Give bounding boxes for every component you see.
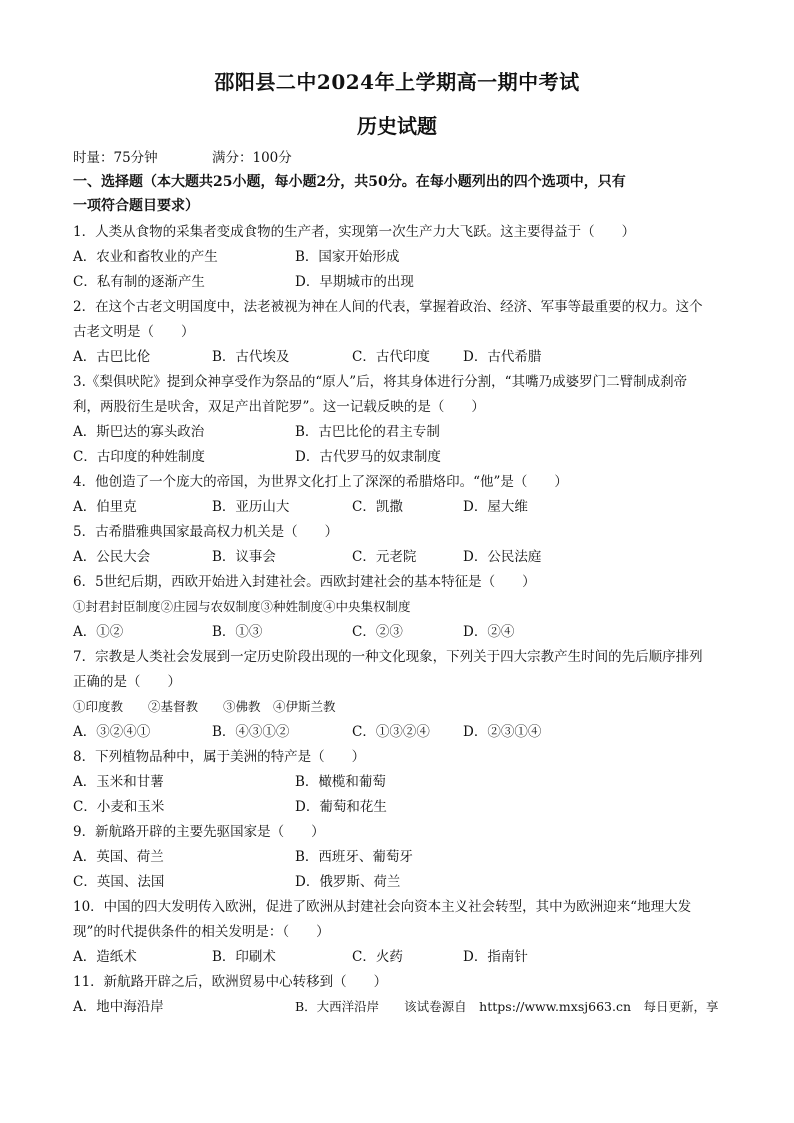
question-2-option-b: B．古代埃及 [212, 349, 290, 365]
question-10-text-line1: 10．中国的四大发明传入欧洲，促进了欧洲从封建社会向资本主义社会转型，其中为欧洲迎来“地理大发 [73, 899, 692, 915]
question-10-option-c: C．火药 [352, 949, 403, 965]
question-10-option-d: D．指南针 [463, 949, 528, 965]
question-2-text-line1: 2．在这个古老文明国度中，法老被视为神在人间的代表，掌握着政治、经济、军事等最重要的权力。这个 [73, 299, 703, 315]
question-5-text: 5．古希腊雅典国家最高权力机关是（ ） [73, 524, 339, 540]
question-3-option-b: B．古巴比伦的君主专制 [295, 424, 440, 440]
question-2-text-line2: 古老文明是（ ） [73, 324, 195, 340]
question-2-option-a: A．古巴比伦 [73, 349, 151, 365]
question-10-text-line2: 现”的时代提供条件的相关发明是：（ ） [73, 924, 330, 940]
question-3-text-line1: 3.《梨俱吠陀》提到众神享受作为祭品的“原人”后，将其身体进行分割，“其嘴乃成婆罗门二臂制成刹帝 [73, 374, 688, 390]
question-7-statements: ①印度教 ②基督教 ③佛教 ④伊斯兰教 [73, 699, 336, 714]
question-10-option-a: A．造纸术 [73, 949, 137, 965]
question-2-option-d: D．古代希腊 [463, 349, 542, 365]
question-5-option-d: D．公民法庭 [463, 549, 542, 565]
question-9-option-a: A．英国、荷兰 [73, 849, 164, 865]
question-7-option-d: D．②③①④ [463, 724, 542, 740]
question-5-option-a: A．公民大会 [73, 549, 151, 565]
question-9-option-b: B．西班牙、葡萄牙 [295, 849, 413, 865]
question-6-text: 6．5世纪后期，西欧开始进入封建社会。西欧封建社会的基本特征是（ ） [73, 574, 536, 590]
question-3-text-line2: 利，两股衍生是吠舍，双足产出首陀罗”。这一记载反映的是（ ） [73, 399, 485, 415]
exam-title: 邵阳县二中2024年上学期高一期中考试 [214, 70, 580, 94]
question-11-option-b: B．大西洋沿岸 该试卷源自 https://www.mxsj663.cn 每日更新，享 [295, 999, 719, 1014]
question-10-option-b: B．印刷术 [212, 949, 276, 965]
question-1-text: 1．人类从食物的采集者变成食物的生产者，实现第一次生产力大飞跃。这主要得益于（ ） [73, 224, 636, 240]
exam-score: 满分：100分 [212, 150, 292, 166]
question-7-text-line2: 正确的是（ ） [73, 674, 181, 690]
question-4-text: 4．他创造了一个庞大的帝国，为世界文化打上了深深的希腊烙印。“他”是（ ） [73, 474, 568, 490]
question-7-option-c: C．①③②④ [352, 724, 430, 740]
question-9-option-c: C．英国、法国 [73, 874, 165, 890]
question-8-text: 8．下列植物品种中，属于美洲的特产是（ ） [73, 749, 366, 765]
question-9-option-d: D．俄罗斯、荷兰 [295, 874, 401, 890]
exam-subject: 历史试题 [357, 114, 437, 138]
question-7-option-a: A．③②④① [73, 724, 151, 740]
question-7-text-line1: 7．宗教是人类社会发展到一定历史阶段出现的一种文化现象，下列关于四大宗教产生时间的先后顺序排列 [73, 649, 703, 665]
question-4-option-b: B．亚历山大 [212, 499, 290, 515]
question-5-option-c: C．元老院 [352, 549, 417, 565]
question-4-option-a: A．伯里克 [73, 499, 137, 515]
question-1-option-b: B．国家开始形成 [295, 249, 400, 265]
question-3-option-c: C．古印度的种姓制度 [73, 449, 205, 465]
question-6-option-c: C．②③ [352, 624, 403, 640]
question-3-option-d: D．古代罗马的奴隶制度 [295, 449, 441, 465]
question-8-option-c: C．小麦和玉米 [73, 799, 165, 815]
exam-time: 时量：75分钟 [73, 150, 158, 166]
question-1-option-c: C．私有制的逐渐产生 [73, 274, 205, 290]
question-6-option-a: A．①② [73, 624, 124, 640]
question-8-option-d: D．葡萄和花生 [295, 799, 387, 815]
question-2-option-c: C．古代印度 [352, 349, 430, 365]
question-6-statements: ①封君封臣制度②庄园与农奴制度③种姓制度④中央集权制度 [73, 599, 411, 614]
question-9-text: 9．新航路开辟的主要先驱国家是（ ） [73, 824, 325, 840]
question-11-option-a: A．地中海沿岸 [73, 999, 164, 1015]
question-6-option-b: B．①③ [212, 624, 263, 640]
question-5-option-b: B．议事会 [212, 549, 276, 565]
question-7-option-b: B．④③①② [212, 724, 290, 740]
question-11-text: 11．新航路开辟之后，欧洲贸易中心转移到（ ） [73, 974, 388, 990]
question-4-option-c: C．凯撒 [352, 499, 403, 515]
question-1-option-d: D．早期城市的出现 [295, 274, 414, 290]
question-8-option-a: A．玉米和甘薯 [73, 774, 164, 790]
section-heading-line1: 一、选择题（本大题共25小题，每小题2分，共50分。在每小题列出的四个选项中，只有 [73, 174, 626, 190]
question-1-option-a: A．农业和畜牧业的产生 [73, 249, 218, 265]
section-heading-line2: 一项符合题目要求） [73, 198, 199, 214]
question-6-option-d: D．②④ [463, 624, 515, 640]
question-8-option-b: B．橄榄和葡萄 [295, 774, 386, 790]
question-4-option-d: D．屋大维 [463, 499, 528, 515]
question-3-option-a: A．斯巴达的寡头政治 [73, 424, 205, 440]
